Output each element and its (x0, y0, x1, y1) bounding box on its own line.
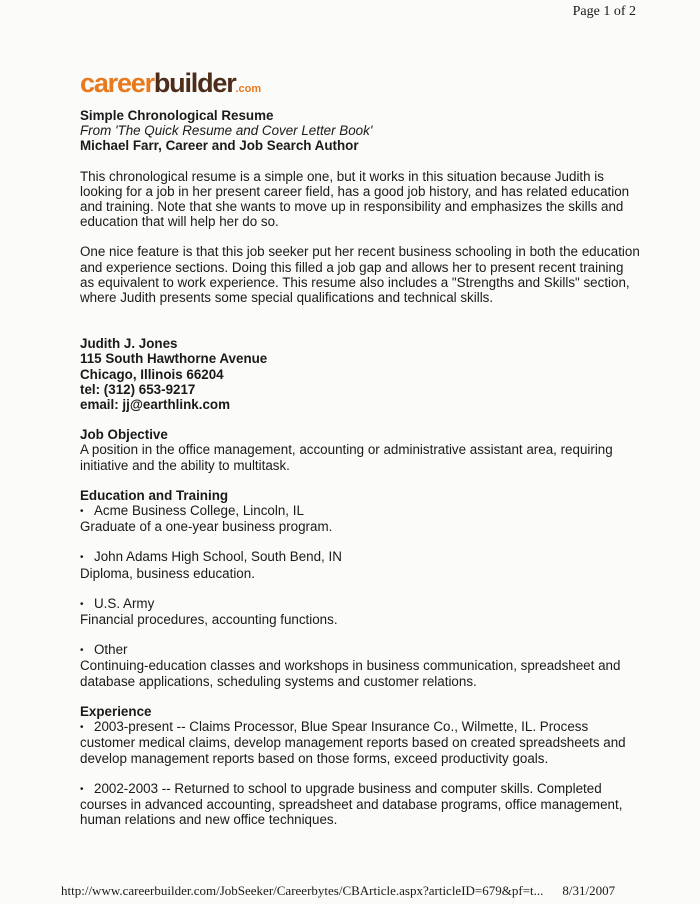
experience-item: • 2003-present -- Claims Processor, Blue Spear Insurance Co., Wilmette, IL. Process customer medical claims, develop management reports based on created spreadsheets and develop management reports based on those forms, exceed productivity goals. (80, 719, 640, 766)
contact-name: Judith J. Jones (80, 336, 178, 352)
education-item-title: • Other (80, 642, 640, 658)
objective-heading: Job Objective (80, 427, 168, 443)
education-heading: Education and Training (80, 487, 229, 503)
source-line: From 'The Quick Resume and Cover Letter Book' (80, 123, 373, 139)
experience-heading: Experience (80, 703, 152, 719)
author-line: Michael Farr, Career and Job Search Author (80, 138, 359, 154)
education-item-title: • U.S. Army (80, 596, 640, 612)
education-item-detail: Graduate of a one-year business program. (80, 519, 333, 535)
intro-paragraph-1: This chronological resume is a simple one, but it works in this situation because Judith is looking for a job in her present career field, has a good job history, and has related education and training. Note that she wants to move up in responsibility and emphasizes the skills and education that will help her do so. (80, 168, 630, 230)
page-number: Page 1 of 2 (572, 4, 636, 19)
contact-phone: tel: (312) 653-9217 (80, 381, 196, 397)
footer-date: 8/31/2007 (562, 883, 616, 898)
footer-url: http://www.careerbuilder.com/JobSeeker/Careerbytes/CBArticle.aspx?articleID=679&pf=t... (61, 883, 544, 898)
objective-text: A position in the office management, accounting or administrative assistant area, requiring initiative and the ability to multitask. (80, 442, 613, 473)
contact-street: 115 South Hawthorne Avenue (80, 351, 268, 367)
education-item-detail: Diploma, business education. (80, 565, 255, 581)
document-title: Simple Chronological Resume (80, 108, 274, 123)
print-footer (61, 883, 615, 899)
careerbuilder-logo: careerbuilder.com (80, 68, 262, 98)
contact-email: email: jj@earthlink.com (80, 397, 230, 413)
education-item-detail: Financial procedures, accounting functions. (80, 612, 338, 628)
education-item-title: • Acme Business College, Lincoln, IL (80, 503, 640, 519)
contact-city: Chicago, Illinois 66204 (80, 366, 224, 382)
resume-content (80, 108, 640, 827)
experience-item: • 2002-2003 -- Returned to school to upgrade business and computer skills. Completed courses in advanced accounting, spreadsheet and database programs, office management, human relations and new office techniques. (80, 781, 640, 828)
education-item-title: • John Adams High School, South Bend, IN (80, 549, 640, 565)
intro-paragraph-2: One nice feature is that this job seeker put her recent business schooling in both the education and experience sections. Doing this filled a job gap and allows her to present recent training as equivalent to work experience. This resume also includes a "Strengths and Skills" section, where Judith presents some special qualifications and technical skills. (80, 244, 640, 306)
education-item-detail: Continuing-education classes and workshops in business communication, spreadsheet and database applications, scheduling systems and customer relations. (80, 658, 621, 689)
